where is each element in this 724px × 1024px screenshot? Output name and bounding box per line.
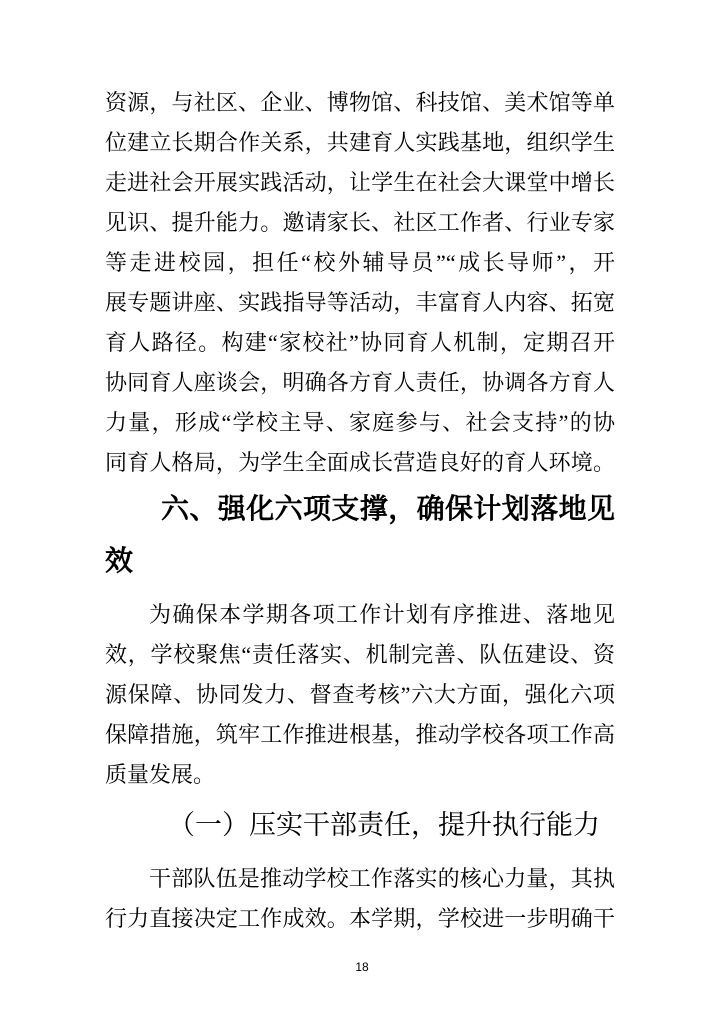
- text-line: 为确保本学期各项工作计划有序推进、落地见: [149, 602, 615, 627]
- text-line: 效: [105, 545, 134, 576]
- page-content: [105, 83, 615, 939]
- text-line: 行力直接决定工作成效。本学期，学校进一步明确干: [105, 906, 615, 931]
- text-line: 位建立长期合作关系，共建育人实践基地，组织学生: [105, 130, 615, 155]
- subsection-heading: （一）压实干部责任，提升执行能力: [168, 810, 600, 840]
- paragraph-support-measures: [105, 595, 615, 795]
- text-line: 干部队伍是推动学校工作落实的核心力量，其执: [149, 866, 615, 891]
- section-heading: [105, 483, 615, 587]
- text-line: 展专题讲座、实践指导等活动，丰富育人内容、拓宽: [105, 290, 615, 315]
- text-line: 力量，形成“学校主导、家庭参与、社会支持”的协: [105, 410, 615, 435]
- text-line: 质量发展。: [105, 762, 216, 787]
- page-number: 18: [355, 960, 369, 974]
- paragraph-continuation: [105, 83, 615, 483]
- text-line: 走进社会开展实践活动，让学生在社会大课堂中增长: [105, 170, 615, 195]
- text-line: 保障措施，筑牢工作推进根基，推动学校各项工作高: [105, 722, 615, 747]
- text-line: 等走进校园，担任“校外辅导员”“成长导师”，开: [105, 250, 615, 275]
- text-line: 见识、提升能力。邀请家长、社区工作者、行业专家: [105, 210, 615, 235]
- text-line: 同育人格局，为学生全面成长营造良好的育人环境。: [105, 450, 615, 475]
- text-line: 六、强化六项支撑，确保计划落地见: [161, 493, 615, 524]
- text-line: 源保障、协同发力、督查考核”六大方面，强化六项: [105, 682, 615, 707]
- paragraph-cadre-team: [105, 859, 615, 939]
- text-line: 资源，与社区、企业、博物馆、科技馆、美术馆等单: [105, 90, 615, 115]
- text-line: 协同育人座谈会，明确各方育人责任，协调各方育人: [105, 370, 615, 395]
- text-line: 育人路径。构建“家校社”协同育人机制，定期召开: [105, 330, 615, 355]
- text-line: 效，学校聚焦“责任落实、机制完善、队伍建设、资: [105, 642, 615, 667]
